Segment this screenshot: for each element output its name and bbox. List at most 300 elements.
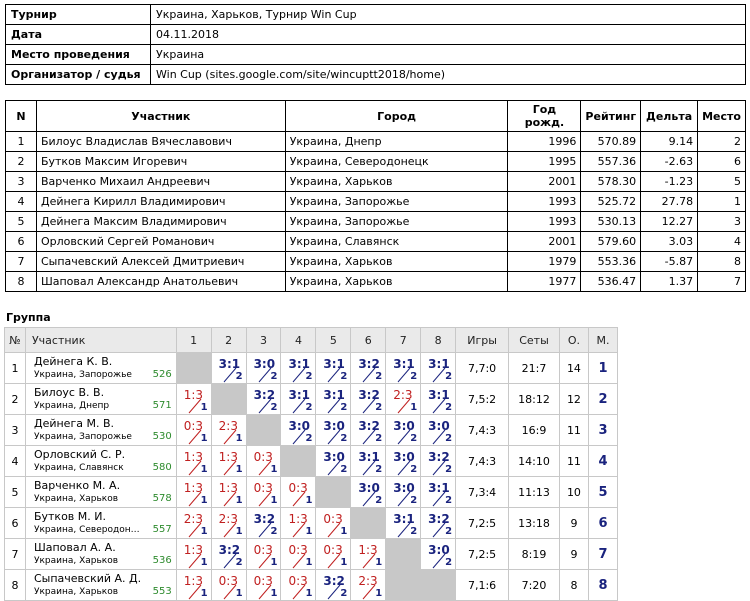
participant-year: 1993 — [508, 192, 581, 212]
match-cell — [211, 570, 246, 601]
group-place: 6 — [588, 508, 617, 539]
participant-delta: 9.14 — [641, 132, 698, 152]
group-col-header: № — [5, 328, 26, 353]
match-points: 1 — [305, 526, 313, 537]
group-sets: 7:20 — [509, 570, 560, 601]
group-row — [5, 446, 618, 477]
participant-place: 4 — [698, 232, 746, 252]
match-score: 3:2 — [428, 512, 450, 526]
match-points: 2 — [305, 433, 313, 444]
group-row — [5, 570, 618, 601]
match-cell — [421, 415, 456, 446]
group-player — [25, 477, 176, 508]
info-row — [6, 25, 746, 45]
match-cell — [316, 539, 351, 570]
group-row — [5, 477, 618, 508]
participant-rating: 579.60 — [581, 232, 641, 252]
match-cell — [351, 477, 386, 508]
match-points: 2 — [410, 526, 418, 537]
player-city: Украина, Запорожье — [33, 432, 132, 442]
match-cell — [176, 415, 211, 446]
match-score: 0:3 — [218, 574, 238, 588]
match-score: 3:1 — [288, 388, 310, 402]
group-row-num: 7 — [5, 539, 26, 570]
match-score: 3:1 — [428, 481, 450, 495]
participant-rating: 553.36 — [581, 252, 641, 272]
group-player — [25, 508, 176, 539]
match-score: 3:0 — [428, 543, 450, 557]
match-points: 2 — [270, 402, 278, 413]
match-points: 1 — [200, 557, 208, 568]
participant-delta: -5.87 — [641, 252, 698, 272]
match-points: 2 — [445, 526, 453, 537]
group-place: 2 — [588, 384, 617, 415]
group-score: 8 — [559, 570, 588, 601]
group-sets: 11:13 — [509, 477, 560, 508]
participant-delta: 12.27 — [641, 212, 698, 232]
match-points: 2 — [375, 402, 383, 413]
participant-name: Билоус Владислав Вячеславович — [36, 132, 285, 152]
match-points: 2 — [270, 371, 278, 382]
match-cell — [246, 508, 281, 539]
info-row — [6, 65, 746, 85]
match-points: 1 — [200, 495, 208, 506]
match-points: 2 — [340, 402, 348, 413]
match-cell — [281, 384, 316, 415]
group-title: Группа — [6, 311, 51, 324]
group-place: 5 — [588, 477, 617, 508]
group-score: 12 — [559, 384, 588, 415]
match-cell — [386, 353, 421, 384]
group-player — [25, 415, 176, 446]
participants-header-row — [6, 101, 746, 132]
match-cell — [246, 353, 281, 384]
participant-city: Украина, Запорожье — [285, 192, 508, 212]
match-cell — [421, 570, 456, 601]
group-col-header: 4 — [281, 328, 316, 353]
player-name: Бутков М. И. — [33, 510, 106, 523]
participant-year: 1996 — [508, 132, 581, 152]
match-score: 3:2 — [358, 357, 380, 371]
group-sets: 18:12 — [509, 384, 560, 415]
match-cell — [281, 415, 316, 446]
match-points: 2 — [445, 557, 453, 568]
participant-year: 1993 — [508, 212, 581, 232]
match-score: 3:0 — [393, 419, 415, 433]
match-points: 1 — [200, 464, 208, 475]
match-cell — [281, 539, 316, 570]
participant-year: 2001 — [508, 232, 581, 252]
match-score: 1:3 — [288, 512, 308, 526]
info-value: Украина, Харьков, Турнир Win Cup — [151, 5, 746, 25]
match-cell — [351, 508, 386, 539]
participant-row — [6, 272, 746, 292]
col-place: Место — [698, 101, 746, 132]
player-name: Дейнега К. В. — [33, 355, 113, 368]
player-rating: 526 — [152, 369, 172, 380]
match-cell — [211, 353, 246, 384]
participant-row — [6, 152, 746, 172]
player-rating: 553 — [152, 586, 172, 597]
match-points: 1 — [375, 588, 383, 599]
participant-row — [6, 212, 746, 232]
player-city: Украина, Северодон… — [33, 525, 140, 535]
tournament-info-table — [5, 4, 746, 85]
info-label: Организатор / судья — [6, 65, 151, 85]
group-row-num: 4 — [5, 446, 26, 477]
participant-row — [6, 232, 746, 252]
match-score: 3:1 — [393, 512, 415, 526]
group-col-header: О. — [559, 328, 588, 353]
participant-city: Украина, Днепр — [285, 132, 508, 152]
player-name: Варченко М. А. — [33, 479, 121, 492]
match-score: 3:2 — [323, 574, 345, 588]
participant-place: 8 — [698, 252, 746, 272]
match-cell — [316, 415, 351, 446]
match-score: 2:3 — [218, 419, 238, 433]
match-cell — [211, 477, 246, 508]
match-points: 2 — [410, 371, 418, 382]
match-score: 3:1 — [428, 357, 450, 371]
match-score: 1:3 — [358, 543, 378, 557]
match-score: 2:3 — [393, 388, 413, 402]
player-city: Украина, Харьков — [33, 556, 119, 566]
group-player — [25, 539, 176, 570]
match-score: 3:0 — [253, 357, 276, 371]
participant-delta: 1.37 — [641, 272, 698, 292]
match-cell — [246, 446, 281, 477]
participant-rating: 536.47 — [581, 272, 641, 292]
match-cell — [351, 353, 386, 384]
match-points: 1 — [340, 526, 348, 537]
col-n: N — [6, 101, 37, 132]
match-score: 3:2 — [428, 450, 450, 464]
match-cell — [246, 570, 281, 601]
match-cell — [246, 539, 281, 570]
participant-year: 2001 — [508, 172, 581, 192]
group-place: 3 — [588, 415, 617, 446]
match-cell — [351, 539, 386, 570]
match-cell — [176, 570, 211, 601]
group-games: 7,4:3 — [456, 446, 509, 477]
player-city: Украина, Славянск — [33, 463, 124, 473]
match-score: 3:1 — [323, 388, 345, 402]
group-table — [4, 327, 618, 601]
participant-n: 7 — [6, 252, 37, 272]
match-score: 0:3 — [183, 419, 204, 433]
group-score: 11 — [559, 446, 588, 477]
match-cell — [316, 570, 351, 601]
group-player — [25, 384, 176, 415]
match-points: 2 — [445, 433, 453, 444]
group-sets: 13:18 — [509, 508, 560, 539]
match-score: 0:3 — [253, 574, 273, 588]
match-score: 0:3 — [288, 481, 308, 495]
participant-row — [6, 132, 746, 152]
group-row-num: 8 — [5, 570, 26, 601]
match-cell — [421, 539, 456, 570]
participant-city: Украина, Северодонецк — [285, 152, 508, 172]
group-sets: 21:7 — [509, 353, 560, 384]
info-label: Место проведения — [6, 45, 151, 65]
group-row-num: 1 — [5, 353, 26, 384]
match-cell — [176, 353, 211, 384]
match-points: 1 — [235, 495, 243, 506]
match-points: 1 — [235, 464, 243, 475]
match-score: 3:1 — [428, 388, 450, 402]
group-player — [25, 446, 176, 477]
match-cell — [176, 446, 211, 477]
participant-rating: 570.89 — [581, 132, 641, 152]
match-score: 3:0 — [323, 419, 345, 433]
match-points: 2 — [270, 526, 278, 537]
participant-n: 4 — [6, 192, 37, 212]
player-name: Дейнега М. В. — [33, 417, 114, 430]
match-cell — [246, 477, 281, 508]
col-year: Год рожд. — [508, 101, 581, 132]
match-score: 3:1 — [323, 357, 345, 371]
match-points: 2 — [445, 495, 453, 506]
match-points: 2 — [445, 371, 453, 382]
participant-city: Украина, Славянск — [285, 232, 508, 252]
match-score: 3:2 — [253, 388, 276, 402]
match-score: 3:0 — [358, 481, 380, 495]
match-points: 2 — [445, 402, 453, 413]
match-points: 2 — [340, 588, 348, 599]
group-score: 14 — [559, 353, 588, 384]
match-points: 2 — [235, 371, 243, 382]
participant-row — [6, 252, 746, 272]
group-col-header: Сеты — [509, 328, 560, 353]
group-col-header: 6 — [351, 328, 386, 353]
group-row-num: 3 — [5, 415, 26, 446]
participant-n: 5 — [6, 212, 37, 232]
match-cell — [386, 446, 421, 477]
match-points: 1 — [200, 433, 208, 444]
match-points: 2 — [375, 495, 383, 506]
match-cell — [386, 477, 421, 508]
match-score: 3:2 — [253, 512, 276, 526]
match-score: 0:3 — [253, 543, 273, 557]
player-rating: 578 — [152, 493, 172, 504]
match-score: 3:2 — [358, 388, 380, 402]
group-place: 1 — [588, 353, 617, 384]
match-cell — [421, 353, 456, 384]
group-player — [25, 353, 176, 384]
col-delta: Дельта — [641, 101, 698, 132]
group-col-header: 7 — [386, 328, 421, 353]
match-cell — [316, 508, 351, 539]
match-cell — [281, 570, 316, 601]
match-cell — [316, 384, 351, 415]
match-cell — [351, 415, 386, 446]
group-player — [25, 570, 176, 601]
player-city: Украина, Харьков — [33, 494, 119, 504]
match-points: 1 — [340, 557, 348, 568]
match-points: 1 — [305, 495, 313, 506]
match-score: 0:3 — [323, 512, 343, 526]
match-score: 3:1 — [288, 357, 310, 371]
participant-city: Украина, Запорожье — [285, 212, 508, 232]
participant-row — [6, 172, 746, 192]
participant-n: 1 — [6, 132, 37, 152]
group-row — [5, 384, 618, 415]
info-value: 04.11.2018 — [151, 25, 746, 45]
participant-place: 5 — [698, 172, 746, 192]
match-cell — [211, 446, 246, 477]
match-points: 2 — [340, 464, 348, 475]
group-col-header: 8 — [421, 328, 456, 353]
group-sets: 14:10 — [509, 446, 560, 477]
match-points: 2 — [375, 464, 383, 475]
info-row — [6, 45, 746, 65]
match-points: 1 — [270, 557, 278, 568]
match-score: 1:3 — [183, 388, 204, 402]
group-sets: 8:19 — [509, 539, 560, 570]
match-score: 3:1 — [393, 357, 415, 371]
participant-city: Украина, Харьков — [285, 172, 508, 192]
match-points: 2 — [305, 371, 313, 382]
match-score: 3:2 — [358, 419, 380, 433]
participant-name: Варченко Михаил Андреевич — [36, 172, 285, 192]
participant-rating: 578.30 — [581, 172, 641, 192]
match-score: 2:3 — [183, 512, 204, 526]
col-rating: Рейтинг — [581, 101, 641, 132]
group-col-header: Участник — [25, 328, 176, 353]
match-points: 1 — [200, 526, 208, 537]
match-points: 2 — [375, 433, 383, 444]
match-cell — [386, 570, 421, 601]
participant-city: Украина, Харьков — [285, 252, 508, 272]
group-place: 4 — [588, 446, 617, 477]
match-points: 2 — [305, 402, 313, 413]
player-rating: 536 — [152, 555, 172, 566]
group-place: 7 — [588, 539, 617, 570]
group-row — [5, 353, 618, 384]
match-cell — [386, 508, 421, 539]
info-value: Win Cup (sites.google.com/site/wincuptt2018/home) — [151, 65, 746, 85]
match-score: 1:3 — [183, 574, 204, 588]
match-points: 2 — [235, 557, 243, 568]
player-rating: 580 — [152, 462, 172, 473]
match-points: 1 — [305, 588, 313, 599]
participant-place: 1 — [698, 192, 746, 212]
col-city: Город — [285, 101, 508, 132]
info-value: Украина — [151, 45, 746, 65]
group-place: 8 — [588, 570, 617, 601]
participant-n: 8 — [6, 272, 37, 292]
match-points: 1 — [235, 433, 243, 444]
group-col-header: 2 — [211, 328, 246, 353]
match-cell — [421, 446, 456, 477]
match-score: 1:3 — [183, 543, 204, 557]
match-points: 1 — [270, 495, 278, 506]
match-cell — [386, 539, 421, 570]
match-cell — [246, 415, 281, 446]
match-score: 1:3 — [218, 481, 238, 495]
group-col-header: М. — [588, 328, 617, 353]
match-points: 1 — [410, 402, 418, 413]
match-cell — [176, 384, 211, 415]
participant-name: Шаповал Александр Анатольевич — [36, 272, 285, 292]
participants-table — [5, 100, 746, 292]
match-cell — [211, 384, 246, 415]
match-cell — [316, 477, 351, 508]
group-sets: 16:9 — [509, 415, 560, 446]
group-games: 7,1:6 — [456, 570, 509, 601]
match-points: 2 — [410, 433, 418, 444]
info-row — [6, 5, 746, 25]
match-points: 1 — [235, 588, 243, 599]
participant-rating: 525.72 — [581, 192, 641, 212]
participant-name: Дейнега Кирилл Владимирович — [36, 192, 285, 212]
player-city: Украина, Харьков — [33, 587, 119, 597]
match-score: 3:1 — [358, 450, 380, 464]
participant-n: 6 — [6, 232, 37, 252]
match-cell — [421, 384, 456, 415]
match-score: 3:1 — [218, 357, 241, 371]
match-cell — [176, 539, 211, 570]
match-cell — [351, 446, 386, 477]
match-cell — [386, 384, 421, 415]
col-participant: Участник — [36, 101, 285, 132]
group-row — [5, 539, 618, 570]
participant-delta: -2.63 — [641, 152, 698, 172]
participant-rating: 530.13 — [581, 212, 641, 232]
match-cell — [386, 415, 421, 446]
player-city: Украина, Днепр — [33, 401, 110, 411]
match-cell — [246, 384, 281, 415]
match-cell — [281, 508, 316, 539]
group-header-row — [5, 328, 618, 353]
group-row — [5, 508, 618, 539]
match-score: 1:3 — [183, 481, 204, 495]
match-points: 2 — [410, 495, 418, 506]
match-score: 3:0 — [393, 481, 415, 495]
player-name: Билоус В. В. — [33, 386, 105, 399]
match-points: 2 — [375, 371, 383, 382]
group-row-num: 2 — [5, 384, 26, 415]
match-points: 1 — [200, 588, 208, 599]
group-games: 7,3:4 — [456, 477, 509, 508]
group-row-num: 6 — [5, 508, 26, 539]
match-score: 3:0 — [428, 419, 450, 433]
match-score: 3:2 — [218, 543, 241, 557]
match-score: 0:3 — [253, 481, 273, 495]
group-row-num: 5 — [5, 477, 26, 508]
match-points: 2 — [445, 464, 453, 475]
match-cell — [281, 477, 316, 508]
participant-row — [6, 192, 746, 212]
match-points: 1 — [200, 402, 208, 413]
match-score: 3:0 — [288, 419, 310, 433]
participant-place: 6 — [698, 152, 746, 172]
participant-place: 2 — [698, 132, 746, 152]
group-games: 7,4:3 — [456, 415, 509, 446]
match-points: 1 — [375, 557, 383, 568]
match-cell — [316, 446, 351, 477]
participant-name: Сыпачевский Алексей Дмитриевич — [36, 252, 285, 272]
group-games: 7,2:5 — [456, 508, 509, 539]
group-score: 11 — [559, 415, 588, 446]
match-score: 3:0 — [323, 450, 345, 464]
match-cell — [421, 477, 456, 508]
match-score: 1:3 — [218, 450, 238, 464]
match-cell — [281, 353, 316, 384]
match-points: 2 — [340, 433, 348, 444]
match-points: 1 — [235, 526, 243, 537]
match-cell — [316, 353, 351, 384]
